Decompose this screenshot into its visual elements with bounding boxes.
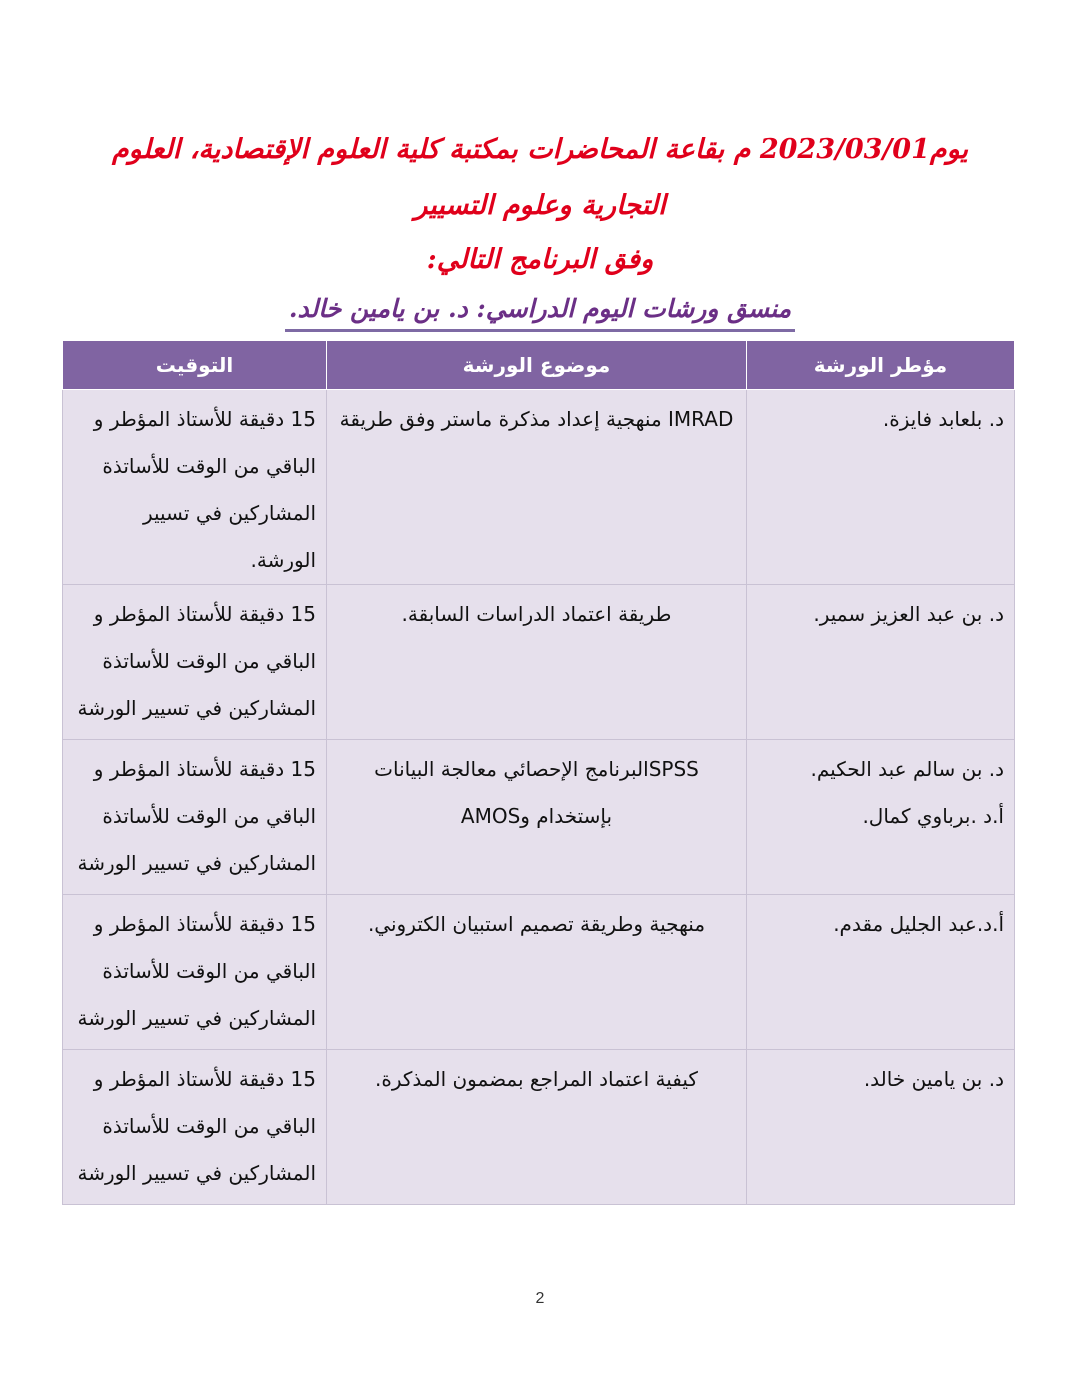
time-cell: 15 دقيقة للأستاذ المؤطر و الباقي من الوقت للأساتذة المشاركين في تسيير الورشة	[63, 895, 327, 1050]
table-row	[63, 740, 1015, 895]
table-row	[63, 1050, 1015, 1205]
topic-cell: طريقة اعتماد الدراسات السابقة.	[327, 585, 747, 740]
topic-cell: IMRAD منهجية إعداد مذكرة ماستر وفق طريقة	[327, 390, 747, 585]
time-cell: 15 دقيقة للأستاذ المؤطر و الباقي من الوقت للأساتذة المشاركين في تسيير الورشة.	[63, 390, 327, 585]
title-line-3: وفق البرنامج التالي:	[426, 244, 654, 275]
presenter-name: د. بن عبد العزيز سمير.	[813, 602, 1004, 626]
time-cell: 15 دقيقة للأستاذ المؤطر و الباقي من الوقت للأساتذة المشاركين في تسيير الورشة	[63, 585, 327, 740]
presenter-cell	[747, 1050, 1015, 1205]
presenter-cell	[747, 390, 1015, 585]
presenter-cell	[747, 895, 1015, 1050]
topic-cell: SPSSالبرنامج الإحصائي معالجة البيانات بإستخدام وAMOS	[327, 740, 747, 895]
topic-cell: منهجية وطريقة تصميم استبيان الكتروني.	[327, 895, 747, 1050]
header-topic: موضوع الورشة	[327, 341, 747, 390]
workshop-schedule-table	[62, 340, 1015, 1205]
table-row	[63, 390, 1015, 585]
time-cell: 15 دقيقة للأستاذ المؤطر و الباقي من الوقت للأساتذة المشاركين في تسيير الورشة	[63, 740, 327, 895]
time-cell: 15 دقيقة للأستاذ المؤطر و الباقي من الوقت للأساتذة المشاركين في تسيير الورشة	[63, 1050, 327, 1205]
presenter-name: أ.د .برباوي كمال.	[862, 804, 1004, 828]
presenter-cell	[747, 585, 1015, 740]
table-row	[63, 895, 1015, 1050]
table-header-row	[63, 341, 1015, 390]
title-line-2: التجارية وعلوم التسيير	[414, 190, 666, 221]
title-line-1: يوم2023/03/01 م بقاعة المحاضرات بمكتبة كلية العلوم الإقتصادية، العلوم	[111, 134, 969, 165]
page-number: 2	[535, 1290, 545, 1307]
presenter-cell	[747, 740, 1015, 895]
presenter-name: أ.د.عبد الجليل مقدم.	[833, 912, 1004, 936]
header-presenter: مؤطر الورشة	[747, 341, 1015, 390]
topic-cell: كيفية اعتماد المراجع بمضمون المذكرة.	[327, 1050, 747, 1205]
presenter-name: د. بلعابد فايزة.	[882, 407, 1004, 431]
presenter-name: د. بن سالم عبد الحكيم.	[810, 757, 1004, 781]
table-row	[63, 585, 1015, 740]
coordinator-line: منسق ورشات اليوم الدراسي: د. بن يامين خالد.	[285, 294, 795, 332]
presenter-name: د. بن يامين خالد.	[863, 1067, 1004, 1091]
header-time: التوقيت	[63, 341, 327, 390]
